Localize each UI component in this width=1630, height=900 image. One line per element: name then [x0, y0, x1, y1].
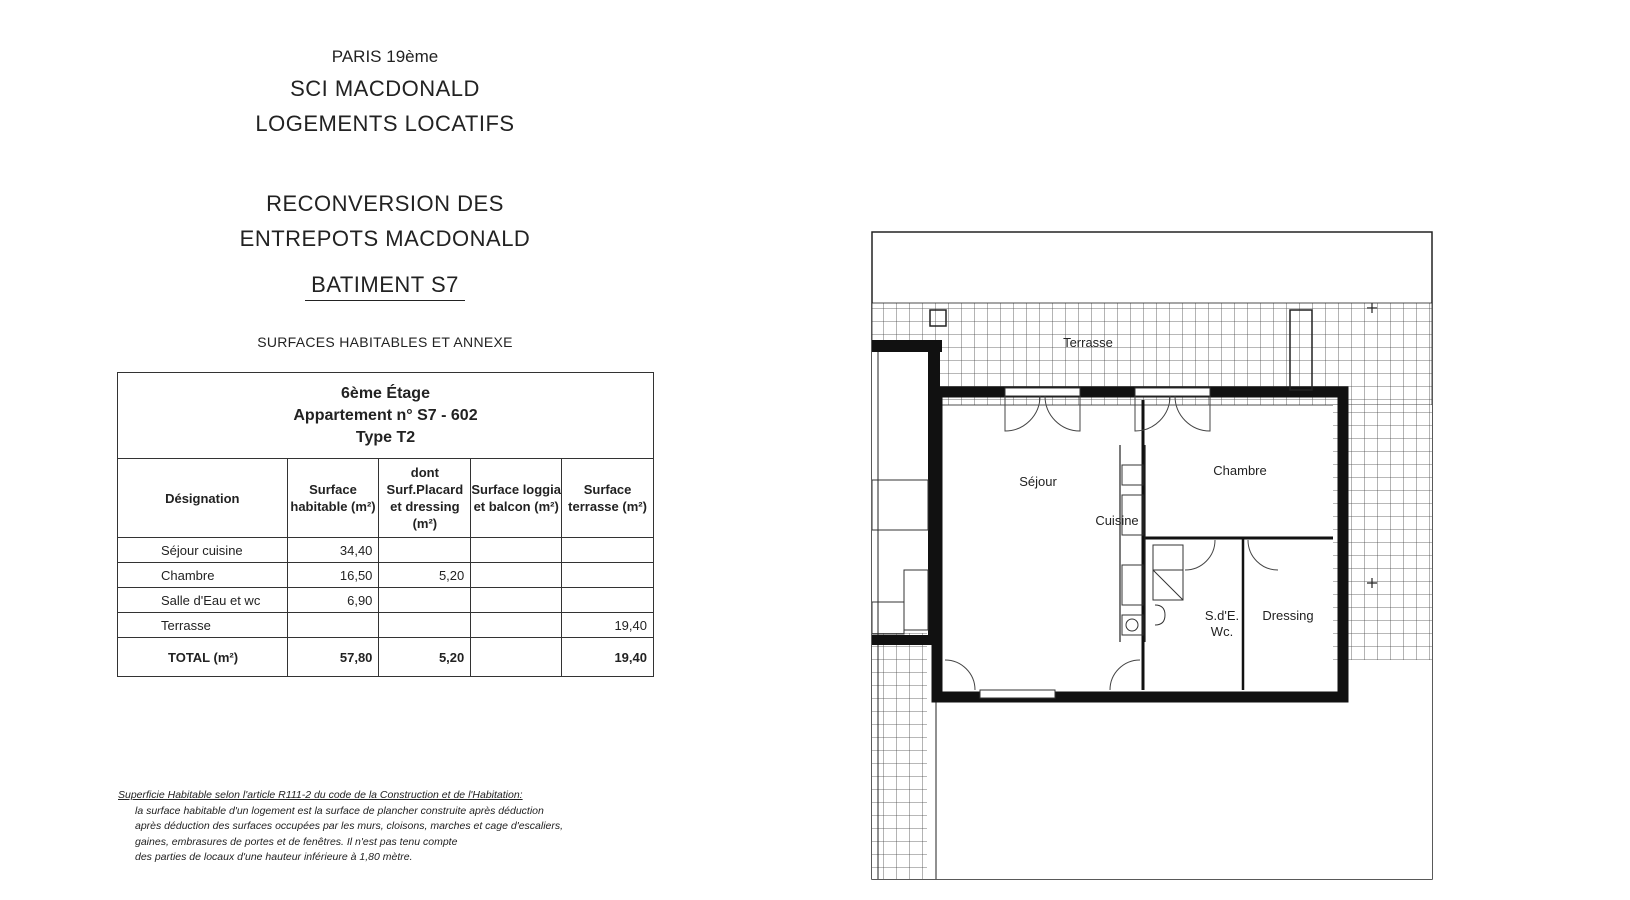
kitchen-sink — [1126, 619, 1138, 631]
table-row — [118, 613, 654, 638]
column-header: Surface terrasse (m²) — [562, 459, 654, 538]
notes-line: la surface habitable d'un logement est la surface de plancher construite après déduction — [135, 804, 544, 817]
row-designation: Séjour cuisine — [118, 538, 288, 563]
room-label-dressing: Dressing — [1262, 608, 1314, 623]
row-placard — [379, 613, 471, 638]
surfaces-table — [117, 372, 654, 677]
total-row — [118, 638, 654, 677]
room-label-wc: Wc. — [1210, 624, 1234, 639]
corridor-wall — [872, 635, 940, 645]
total-placard: 5,20 — [379, 638, 471, 677]
kitchen-unit — [1122, 465, 1143, 485]
row-designation: Chambre — [118, 563, 288, 588]
total-label: TOTAL (m²) — [118, 638, 288, 677]
terrace-tiling-left — [872, 633, 927, 879]
row-loggia — [471, 588, 562, 613]
table-row — [118, 563, 654, 588]
total-terrasse: 19,40 — [562, 638, 654, 677]
total-loggia — [471, 638, 562, 677]
project-title-line2: ENTREPOTS MACDONALD — [239, 226, 531, 251]
floor-label: 6ème Étage — [341, 384, 430, 402]
window — [1135, 388, 1210, 396]
section-title: SURFACES HABITABLES ET ANNEXE — [257, 334, 513, 350]
apartment-walls — [937, 392, 1343, 697]
row-terrasse — [562, 538, 654, 563]
floor-plan — [870, 230, 1440, 885]
room-label-chambre: Chambre — [1213, 463, 1267, 478]
column-header: Désignation — [118, 459, 288, 538]
room-label-terrasse: Terrasse — [1063, 335, 1113, 350]
window — [980, 690, 1055, 698]
header-program: LOGEMENTS LOCATIFS — [255, 111, 515, 136]
row-terrasse — [562, 588, 654, 613]
column-header: Surface habitable (m²) — [287, 459, 379, 538]
row-placard — [379, 588, 471, 613]
shower-diagonal — [1153, 570, 1183, 600]
room-label-sejour: Séjour — [1019, 474, 1057, 489]
row-terrasse: 19,40 — [562, 613, 654, 638]
room-label-cuisine: Cuisine — [1095, 513, 1139, 528]
notes-line: après déduction des surfaces occupées par les murs, cloisons, marches et cage d'escaliers, — [135, 820, 564, 832]
row-loggia — [471, 613, 562, 638]
door-swing — [1248, 540, 1278, 570]
apartment-number: Appartement n° S7 - 602 — [293, 406, 478, 424]
header-city: PARIS 19ème — [331, 47, 439, 66]
row-loggia — [471, 538, 562, 563]
row-placard — [379, 538, 471, 563]
notes-line: des parties de locaux d'une hauteur inférieure à 1,80 mètre. — [135, 851, 413, 863]
column-headers — [118, 459, 654, 538]
row-habitable: 16,50 — [287, 563, 379, 588]
total-habitable: 57,80 — [287, 638, 379, 677]
door-swing — [1185, 540, 1215, 570]
terrace-blank-left — [872, 345, 929, 633]
column-header: Surface loggia et balcon (m²) — [471, 459, 562, 538]
legal-notes — [118, 788, 638, 866]
apartment-header — [118, 373, 654, 459]
row-habitable: 34,40 — [287, 538, 379, 563]
apartment-type: Type T2 — [355, 428, 416, 446]
kitchen-unit — [1122, 615, 1143, 635]
room-label-sde: S.d'E. — [1204, 608, 1240, 623]
window — [1005, 388, 1080, 396]
notes-title: Superficie Habitable selon l'article R111-2 du code de la Construction et de l'Habitation: — [118, 789, 523, 801]
table-row — [118, 538, 654, 563]
notes-line: gaines, embrasures de portes et de fenêtres. Il n'est pas tenu compte — [135, 835, 458, 848]
shower — [1153, 545, 1183, 570]
header-company: SCI MACDONALD — [290, 76, 480, 101]
row-terrasse — [562, 563, 654, 588]
row-designation: Salle d'Eau et wc — [118, 588, 288, 613]
row-placard: 5,20 — [379, 563, 471, 588]
wc-fixture — [1155, 605, 1165, 625]
building-title: BATIMENT S7 — [305, 272, 465, 301]
kitchen-unit — [1122, 565, 1143, 605]
column-header: dont Surf.Placard et dressing (m²) — [379, 459, 471, 538]
row-loggia — [471, 563, 562, 588]
row-designation: Terrasse — [118, 613, 288, 638]
project-title-line1: RECONVERSION DES — [266, 191, 504, 216]
row-habitable — [287, 613, 379, 638]
row-habitable: 6,90 — [287, 588, 379, 613]
table-row — [118, 588, 654, 613]
